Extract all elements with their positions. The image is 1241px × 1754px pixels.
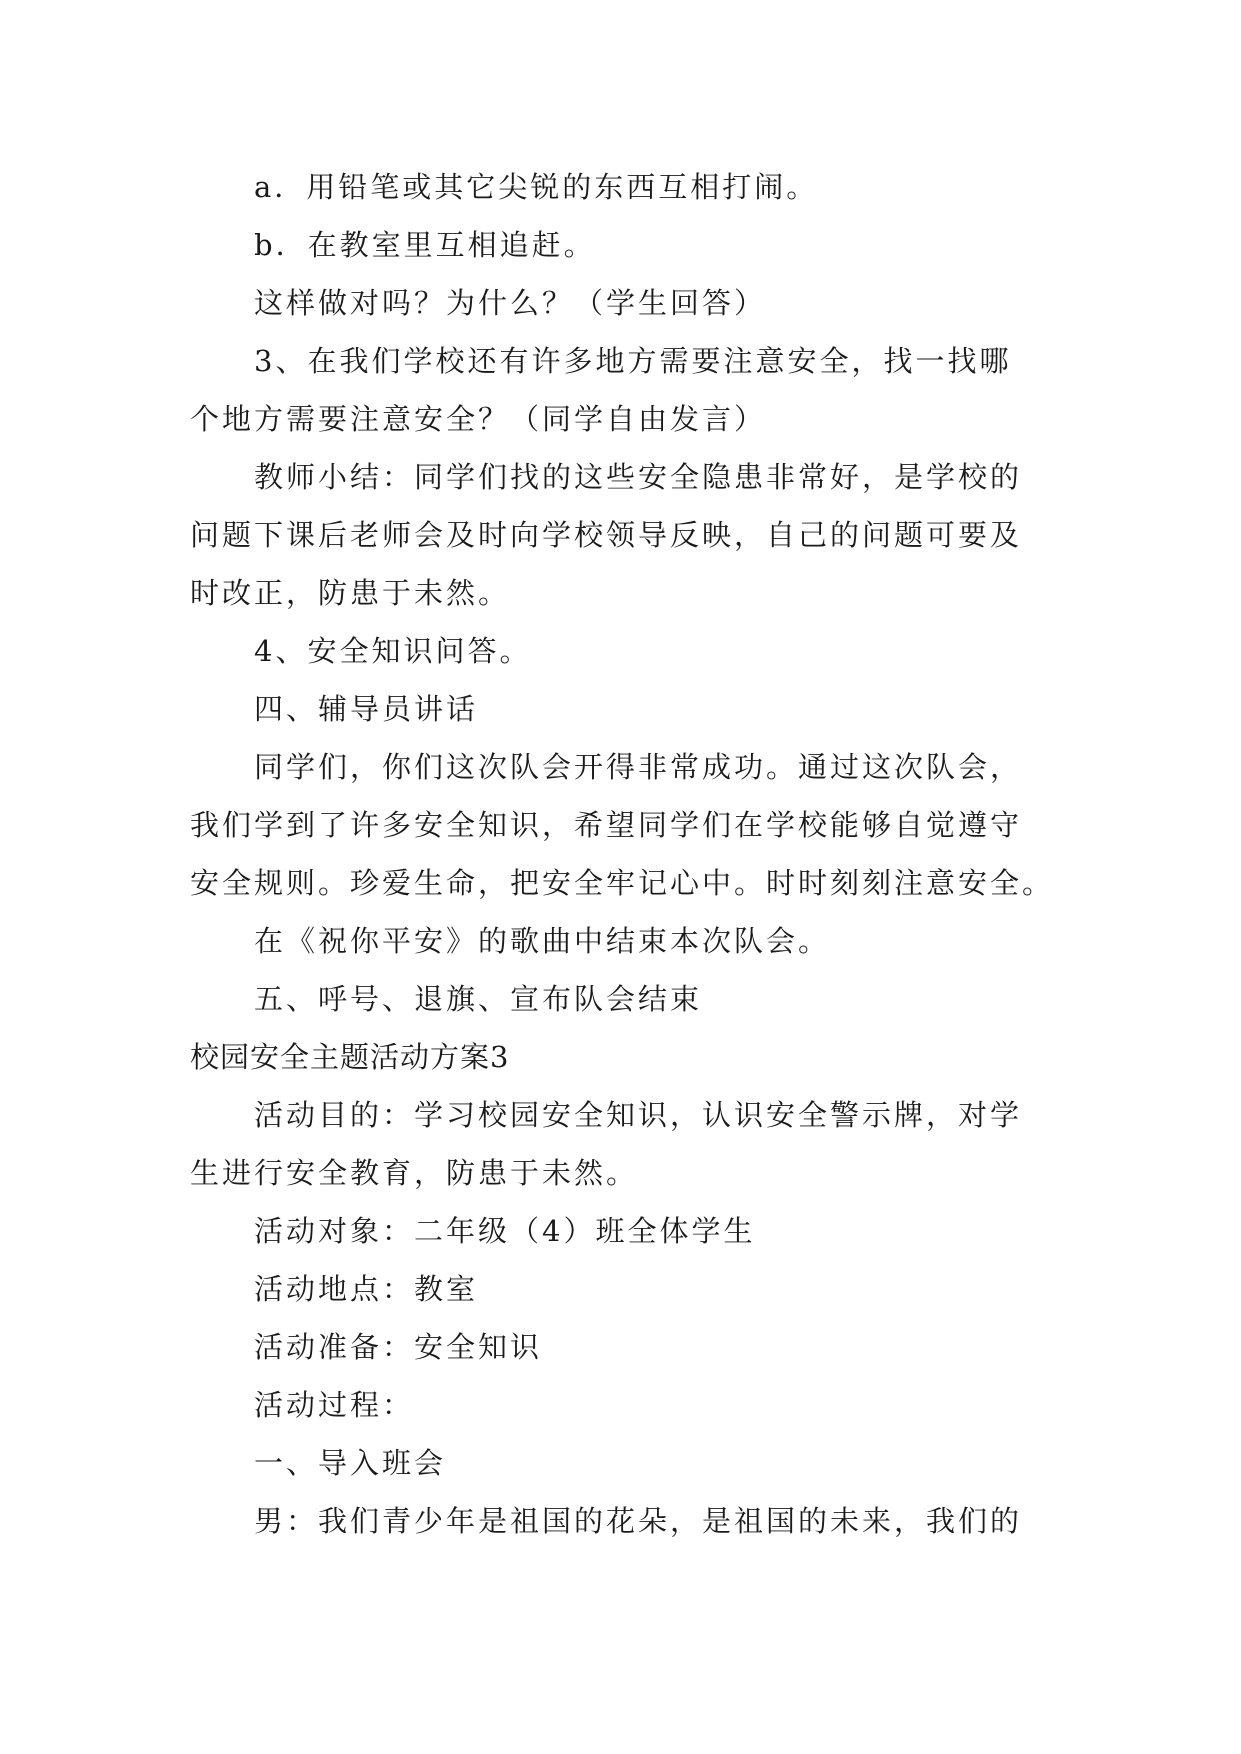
document-subtitle: 校园安全主题活动方案3 [190, 1040, 510, 1074]
text-line: 生进行安全教育，防患于未然。 [190, 1156, 639, 1190]
text-line: 活动对象：二年级（4）班全体学生 [254, 1214, 756, 1248]
text-line: 时改正，防患于未然。 [190, 576, 511, 610]
document-body [190, 158, 1055, 1550]
text-line: 活动地点：教室 [254, 1272, 479, 1306]
text-line: 问题下课后老师会及时向学校领导反映，自己的问题可要及 [190, 518, 1023, 552]
section-heading: 四、辅导员讲话 [254, 692, 479, 726]
text-line: a．用铅笔或其它尖锐的东西互相打闹。 [254, 170, 819, 204]
text-line: 同学们，你们这次队会开得非常成功。通过这次队会， [254, 750, 1023, 784]
text-line: 在《祝你平安》的歌曲中结束本次队会。 [254, 924, 831, 958]
section-heading: 五、呼号、退旗、宣布队会结束 [254, 982, 703, 1016]
text-line: 个地方需要注意安全？（同学自由发言） [190, 402, 767, 436]
section-heading: 一、导入班会 [254, 1446, 447, 1480]
text-line: b．在教室里互相追赶。 [254, 228, 596, 262]
text-line: 这样做对吗？为什么？（学生回答） [254, 286, 767, 320]
text-line: 活动目的：学习校园安全知识，认识安全警示牌，对学 [254, 1098, 1023, 1132]
text-line: 活动过程： [254, 1388, 415, 1422]
text-line: 活动准备：安全知识 [254, 1330, 543, 1364]
text-line: 安全规则。珍爱生命，把安全牢记心中。时时刻刻注意安全。 [190, 866, 1055, 900]
text-line: 我们学到了许多安全知识，希望同学们在学校能够自觉遵守 [190, 808, 1023, 842]
text-line: 男：我们青少年是祖国的花朵，是祖国的未来，我们的 [254, 1504, 1023, 1538]
text-line: 4、安全知识问答。 [254, 634, 532, 668]
text-line: 3、在我们学校还有许多地方需要注意安全，找一找哪 [254, 344, 1012, 378]
text-line: 教师小结：同学们找的这些安全隐患非常好，是学校的 [254, 460, 1023, 494]
